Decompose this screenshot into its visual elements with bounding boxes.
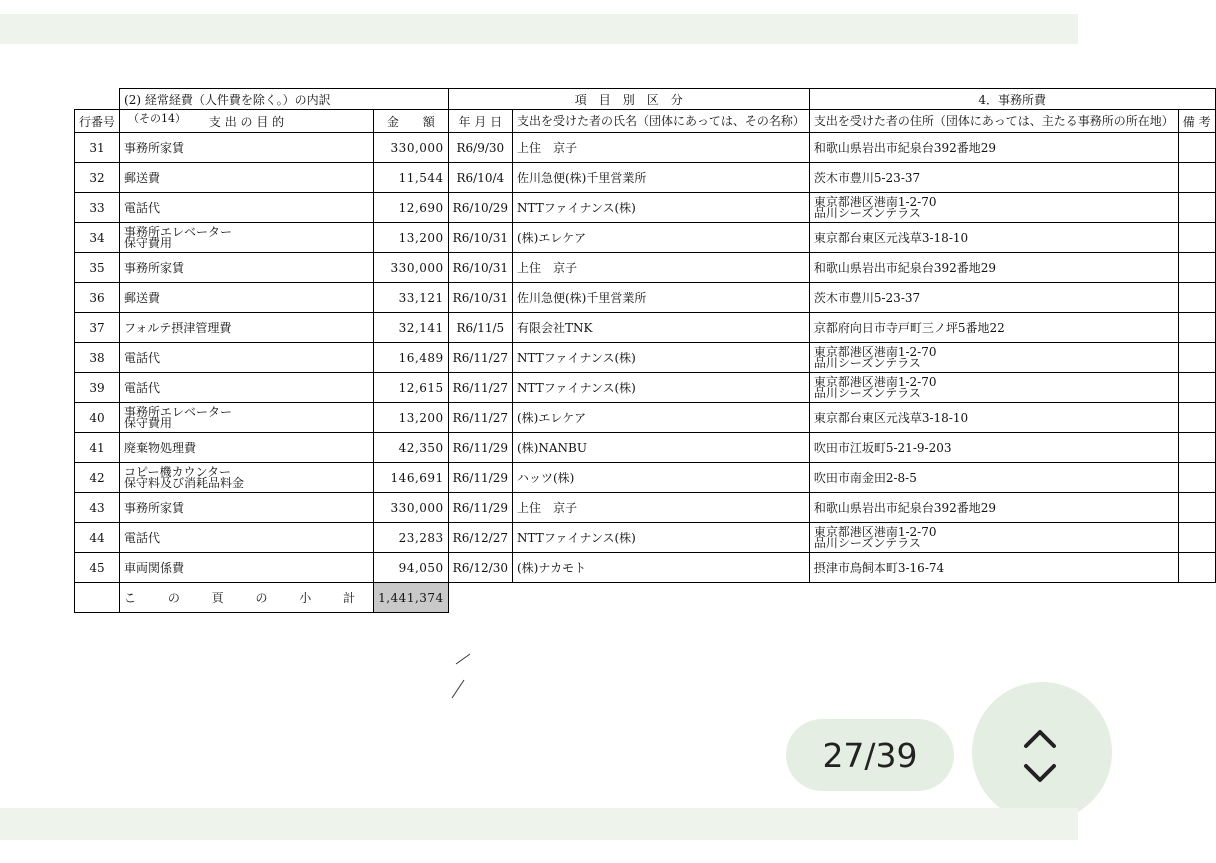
row-number: 45 [75,553,120,583]
row-address: 東京都港区港南1-2-70 品川シーズンテラス [809,343,1178,373]
table-row [75,313,1216,343]
row-remarks [1178,283,1215,313]
row-address: 和歌山県岩出市紀泉台392番地29 [809,493,1178,523]
row-purpose: 事務所エレベーター 保守費用 [120,223,374,253]
table-row [75,523,1216,553]
row-payee: NTTファイナンス(株) [512,523,809,553]
row-purpose: 電話代 [120,373,374,403]
row-purpose: 事務所エレベーター 保守費用 [120,403,374,433]
row-date: R6/12/30 [448,553,512,583]
chevron-down-icon[interactable] [1022,762,1058,786]
row-payee: 上住 京子 [512,133,809,163]
row-address: 和歌山県岩出市紀泉台392番地29 [809,253,1178,283]
row-remarks [1178,403,1215,433]
row-remarks [1178,433,1215,463]
row-number: 44 [75,523,120,553]
row-remarks [1178,163,1215,193]
row-address: 京都府向日市寺戸町三ノ坪5番地22 [809,313,1178,343]
viewer-bottom-band [0,808,1078,840]
row-date: R6/10/29 [448,193,512,223]
col-remarks: 備 考 [1178,110,1215,133]
row-amount: 16,489 [374,343,449,373]
sheet-label: （その14） [128,112,186,125]
row-payee: (株)NANBU [512,433,809,463]
table-row [75,133,1216,163]
row-address: 吹田市南金田2-8-5 [809,463,1178,493]
row-payee: 上住 京子 [512,253,809,283]
row-date: R6/11/29 [448,433,512,463]
row-date: R6/10/31 [448,223,512,253]
table-row [75,193,1216,223]
row-amount: 330,000 [374,253,449,283]
row-date: R6/11/29 [448,493,512,523]
check-mark-icon [448,652,478,702]
row-address: 東京都港区港南1-2-70 品川シーズンテラス [809,193,1178,223]
row-date: R6/10/31 [448,253,512,283]
section-title: (2) 経常経費（人件費を除く。）の内訳 [120,89,449,110]
row-date: R6/9/30 [448,133,512,163]
office-header: 4．事務所費 [809,89,1215,110]
row-payee: 佐川急便(株)千里営業所 [512,283,809,313]
row-payee: 上住 京子 [512,493,809,523]
row-amount: 12,615 [374,373,449,403]
row-address: 和歌山県岩出市紀泉台392番地29 [809,133,1178,163]
row-amount: 330,000 [374,493,449,523]
expense-table [74,88,1216,613]
row-remarks [1178,373,1215,403]
row-number: 35 [75,253,120,283]
table-row [75,403,1216,433]
row-amount: 146,691 [374,463,449,493]
row-amount: 94,050 [374,553,449,583]
blank-corner [75,89,120,110]
col-payee: 支出を受けた者の氏名（団体にあっては、その名称） [512,110,809,133]
row-remarks [1178,223,1215,253]
row-payee: (株)ナカモト [512,553,809,583]
row-date: R6/10/4 [448,163,512,193]
row-address: 吹田市江坂町5-21-9-203 [809,433,1178,463]
row-amount: 330,000 [374,133,449,163]
col-address: 支出を受けた者の住所（団体にあっては、主たる事務所の所在地） [809,110,1178,133]
row-payee: NTTファイナンス(株) [512,373,809,403]
row-payee: 有限会社TNK [512,313,809,343]
row-payee: ハッツ(株) [512,463,809,493]
table-row [75,373,1216,403]
viewer-top-band [0,14,1078,44]
table-row [75,463,1216,493]
row-remarks [1178,193,1215,223]
row-number: 33 [75,193,120,223]
row-address: 東京都台東区元浅草3-18-10 [809,223,1178,253]
table-row [75,163,1216,193]
table-row [75,433,1216,463]
row-amount: 32,141 [374,313,449,343]
row-payee: (株)エレケア [512,403,809,433]
row-purpose: 郵送費 [120,283,374,313]
subtotal-amount: 1,441,374 [374,583,449,613]
row-number: 40 [75,403,120,433]
row-number: 41 [75,433,120,463]
row-amount: 23,283 [374,523,449,553]
row-amount: 13,200 [374,223,449,253]
table-row [75,493,1216,523]
row-amount: 13,200 [374,403,449,433]
subtotal-blank [75,583,120,613]
row-purpose: フォルテ摂津管理費 [120,313,374,343]
table-row [75,553,1216,583]
row-remarks [1178,343,1215,373]
row-purpose: 電話代 [120,343,374,373]
row-payee: NTTファイナンス(株) [512,343,809,373]
table-row [75,283,1216,313]
table-row [75,223,1216,253]
row-number: 42 [75,463,120,493]
col-purpose: 支 出 の 目 的 [120,110,374,133]
row-purpose: 郵送費 [120,163,374,193]
row-number: 36 [75,283,120,313]
page-indicator-text: 27/39 [822,735,918,775]
row-number: 38 [75,343,120,373]
row-number: 37 [75,313,120,343]
row-address: 茨木市豊川5-23-37 [809,163,1178,193]
page-indicator [786,719,954,791]
row-date: R6/11/29 [448,463,512,493]
col-date: 年 月 日 [448,110,512,133]
row-number: 31 [75,133,120,163]
row-date: R6/11/27 [448,343,512,373]
row-amount: 11,544 [374,163,449,193]
row-address: 摂津市鳥飼本町3-16-74 [809,553,1178,583]
row-payee: 佐川急便(株)千里営業所 [512,163,809,193]
row-purpose: 事務所家賃 [120,133,374,163]
row-date: R6/11/5 [448,313,512,343]
row-address: 東京都港区港南1-2-70 品川シーズンテラス [809,373,1178,403]
row-remarks [1178,313,1215,343]
row-number: 39 [75,373,120,403]
row-purpose: コピー機カウンター 保守料及び消耗品料金 [120,463,374,493]
subtotal-label: こ の 頁 の 小 計 [120,583,374,613]
row-purpose: 電話代 [120,523,374,553]
row-remarks [1178,523,1215,553]
row-remarks [1178,463,1215,493]
row-purpose: 電話代 [120,193,374,223]
row-amount: 42,350 [374,433,449,463]
scroll-button[interactable] [972,682,1112,822]
row-remarks [1178,493,1215,523]
chevron-up-icon[interactable] [1022,726,1058,750]
row-date: R6/10/31 [448,283,512,313]
table-row [75,343,1216,373]
row-purpose: 車両関係費 [120,553,374,583]
row-amount: 12,690 [374,193,449,223]
col-row-no: 行番号 [75,110,120,133]
row-address: 茨木市豊川5-23-37 [809,283,1178,313]
col-amount: 金 額 [374,110,449,133]
row-date: R6/11/27 [448,403,512,433]
row-address: 東京都台東区元浅草3-18-10 [809,403,1178,433]
row-remarks [1178,253,1215,283]
row-number: 43 [75,493,120,523]
row-amount: 33,121 [374,283,449,313]
row-purpose: 廃棄物処理費 [120,433,374,463]
row-payee: (株)エレケア [512,223,809,253]
row-date: R6/11/27 [448,373,512,403]
row-number: 32 [75,163,120,193]
row-purpose: 事務所家賃 [120,493,374,523]
row-address: 東京都港区港南1-2-70 品川シーズンテラス [809,523,1178,553]
row-remarks [1178,553,1215,583]
row-number: 34 [75,223,120,253]
category-header: 項 目 別 区 分 [448,89,809,110]
row-date: R6/12/27 [448,523,512,553]
row-purpose: 事務所家賃 [120,253,374,283]
table-row [75,253,1216,283]
row-remarks [1178,133,1215,163]
row-payee: NTTファイナンス(株) [512,193,809,223]
